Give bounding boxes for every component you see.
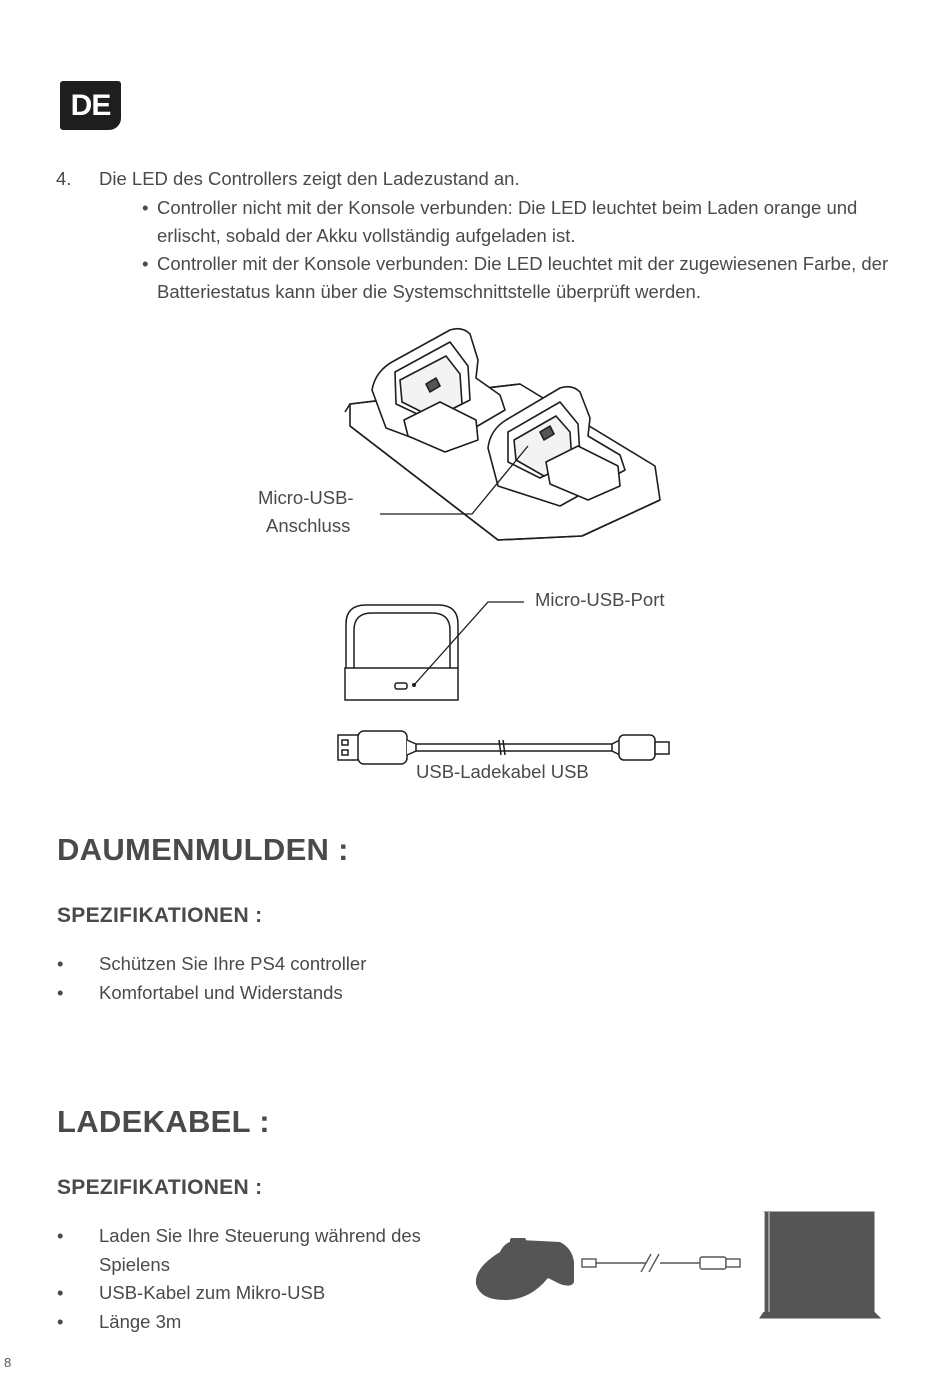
micro-usb-port-label: Micro-USB-Port [535, 589, 665, 610]
usb-cable-label: USB-Ladekabel USB [416, 761, 589, 782]
language-badge: DE [60, 81, 121, 130]
spec-item: • Komfortabel und Widerstands [57, 979, 477, 1008]
micro-usb-connector-label-line2: Anschluss [266, 515, 351, 536]
led-status-item: • Controller mit der Konsole verbunden: Die LED leuchtet mit der zugewiesenen Farbe, der Batteriestatus kann über die Systemschnittstelle überprüft werden. [142, 250, 912, 306]
spec-item: • Schützen Sie Ihre PS4 controller [57, 950, 477, 979]
console-icon [760, 1212, 880, 1318]
charging-cable-title: LADEKABEL : [57, 1104, 270, 1139]
page-number: 8 [4, 1355, 12, 1370]
thumb-grips-title: DAUMENMULDEN : [57, 832, 349, 867]
spec-item: • USB-Kabel zum Mikro-USB [57, 1279, 437, 1308]
led-status-item: • Controller nicht mit der Konsole verbunden: Die LED leuchtet beim Laden orange und erlischt, sobald der Akku vollständig aufgeladen ist. [142, 194, 912, 250]
spec-item: • Länge 3m [57, 1308, 437, 1337]
step-number: 4. [56, 168, 72, 189]
charging-cable-spec-heading: SPEZIFIKATIONEN : [57, 1176, 263, 1199]
step-text: Die LED des Controllers zeigt den Ladezustand an. [99, 168, 520, 189]
micro-usb-connector-label-line1: Micro-USB- [258, 487, 354, 508]
thumb-grips-spec-heading: SPEZIFIKATIONEN : [57, 904, 263, 927]
spec-item: • Laden Sie Ihre Steuerung während des Spielens [57, 1222, 437, 1279]
